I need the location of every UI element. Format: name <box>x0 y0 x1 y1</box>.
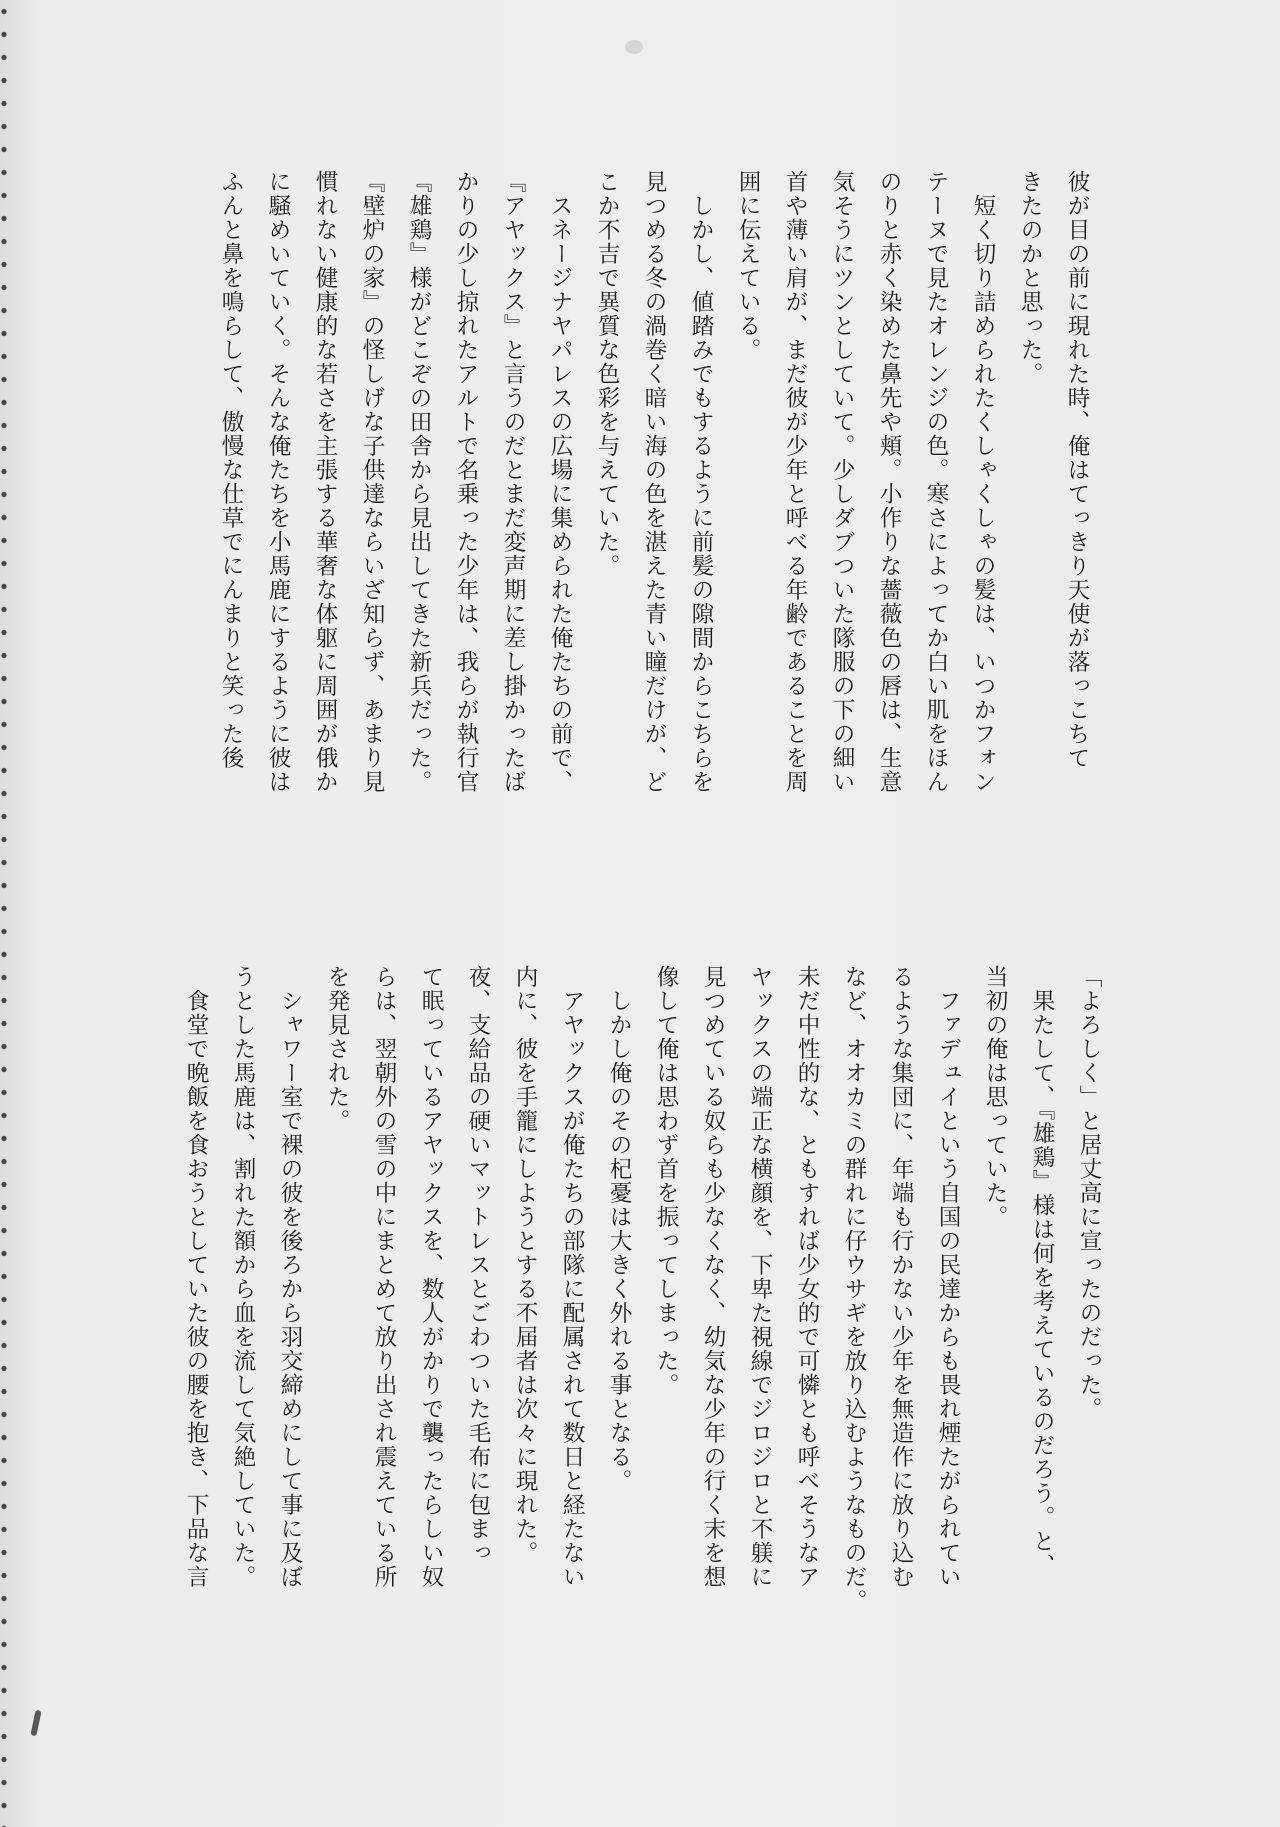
lower-text-block <box>183 965 1112 1755</box>
text-line: のりと赤く染めた鼻先や頬。小作りな薔薇色の唇は、生意 <box>876 170 902 794</box>
text-line: 像して俺は思わず首を振ってしまった。 <box>653 965 679 1397</box>
text-line: るような集団に、年端も行かない少年を無造作に放り込む <box>888 965 914 1589</box>
text-line: 未だ中性的な、ともすれば少女的で可憐とも呼べそうなア <box>794 965 820 1589</box>
text-line: 内に、彼を手籠にしようとする不届者は次々に現れた。 <box>512 965 538 1565</box>
text-line: 食堂で晩飯を食おうとしていた彼の腰を抱き、下品な言 <box>183 965 209 1589</box>
text-line: 当初の俺は思っていた。 <box>982 965 1008 1229</box>
text-line: かりの少し掠れたアルトで名乗った少年は、我らが執行官 <box>453 170 479 794</box>
text-line: ファデュイという自国の民達からも畏れ煙たがられてい <box>935 965 961 1589</box>
spiral-binding <box>0 0 14 1827</box>
text-line: しかし、値踏みでもするように前髪の隙間からこちらを <box>688 170 714 794</box>
text-line: に騒めいていく。そんな俺たちを小馬鹿にするように彼は <box>265 170 291 794</box>
text-line: 「よろしく」と居丈高に宣ったのだった。 <box>1076 965 1102 1421</box>
ink-smudge <box>30 1710 41 1737</box>
text-line: て眠っているアヤックスを、数人がかりで襲ったらしい奴 <box>418 965 444 1589</box>
text-line: 首や薄い肩が、まだ彼が少年と呼べる年齢であることを周 <box>782 170 808 794</box>
paper-stain <box>625 40 643 54</box>
text-line: アヤックスが俺たちの部隊に配属されて数日と経たない <box>559 965 585 1589</box>
text-line: きたのかと思った。 <box>1017 170 1043 386</box>
text-line: 『雄鶏』様がどこぞの田舎から見出してきた新兵だった。 <box>406 170 432 794</box>
text-line: 気そうにツンとしていて。少しダブついた隊服の下の細い <box>829 170 855 794</box>
text-line: スネージナヤパレスの広場に集められた俺たちの前で、 <box>547 170 573 794</box>
text-line: を発見された。 <box>324 965 350 1133</box>
text-line: ふんと鼻を鳴らして、傲慢な仕草でにんまりと笑った後 <box>218 170 244 770</box>
text-line: 夜、支給品の硬いマットレスとごわついた毛布に包まっ <box>465 965 491 1565</box>
text-line: 彼が目の前に現れた時、俺はてっきり天使が落っこちて <box>1064 170 1090 770</box>
text-line: テーヌで見たオレンジの色。寒さによってか白い肌をほん <box>923 170 949 794</box>
text-line: など、オオカミの群れに仔ウサギを放り込むようなものだ。 <box>841 965 867 1613</box>
text-line: 『アヤックス』と言うのだとまだ変声期に差し掛かったば <box>500 170 526 794</box>
text-line: 『壁炉の家』の怪しげな子供達ならいざ知らず、あまり見 <box>359 170 385 794</box>
text-line: らは、翌朝外の雪の中にまとめて放り出され震えている所 <box>371 965 397 1589</box>
text-line: しかし俺のその杞憂は大きく外れる事となる。 <box>606 965 632 1493</box>
text-line: 囲に伝えている。 <box>735 170 761 362</box>
text-line: 果たして、『雄鶏』様は何を考えているのだろう。と、 <box>1029 965 1055 1578</box>
text-line: 短く切り詰められたくしゃくしゃの髪は、いつかフォン <box>970 170 996 794</box>
text-line: うとした馬鹿は、割れた額から血を流して気絶していた。 <box>230 965 256 1589</box>
text-line: シャワー室で裸の彼を後ろから羽交締めにして事に及ぼ <box>277 965 303 1589</box>
text-line: 見つめる冬の渦巻く暗い海の色を湛えた青い瞳だけが、ど <box>641 170 667 794</box>
upper-text-block <box>180 170 1100 860</box>
text-line: 慣れない健康的な若さを主張する華奢な体躯に周囲が俄か <box>312 170 338 794</box>
text-line: 見つめている奴らも少なくなく、幼気な少年の行く末を想 <box>700 965 726 1589</box>
text-line: ヤックスの端正な横顔を、下卑た視線でジロジロと不躾に <box>747 965 773 1589</box>
text-line: こか不吉で異質な色彩を与えていた。 <box>594 170 620 578</box>
